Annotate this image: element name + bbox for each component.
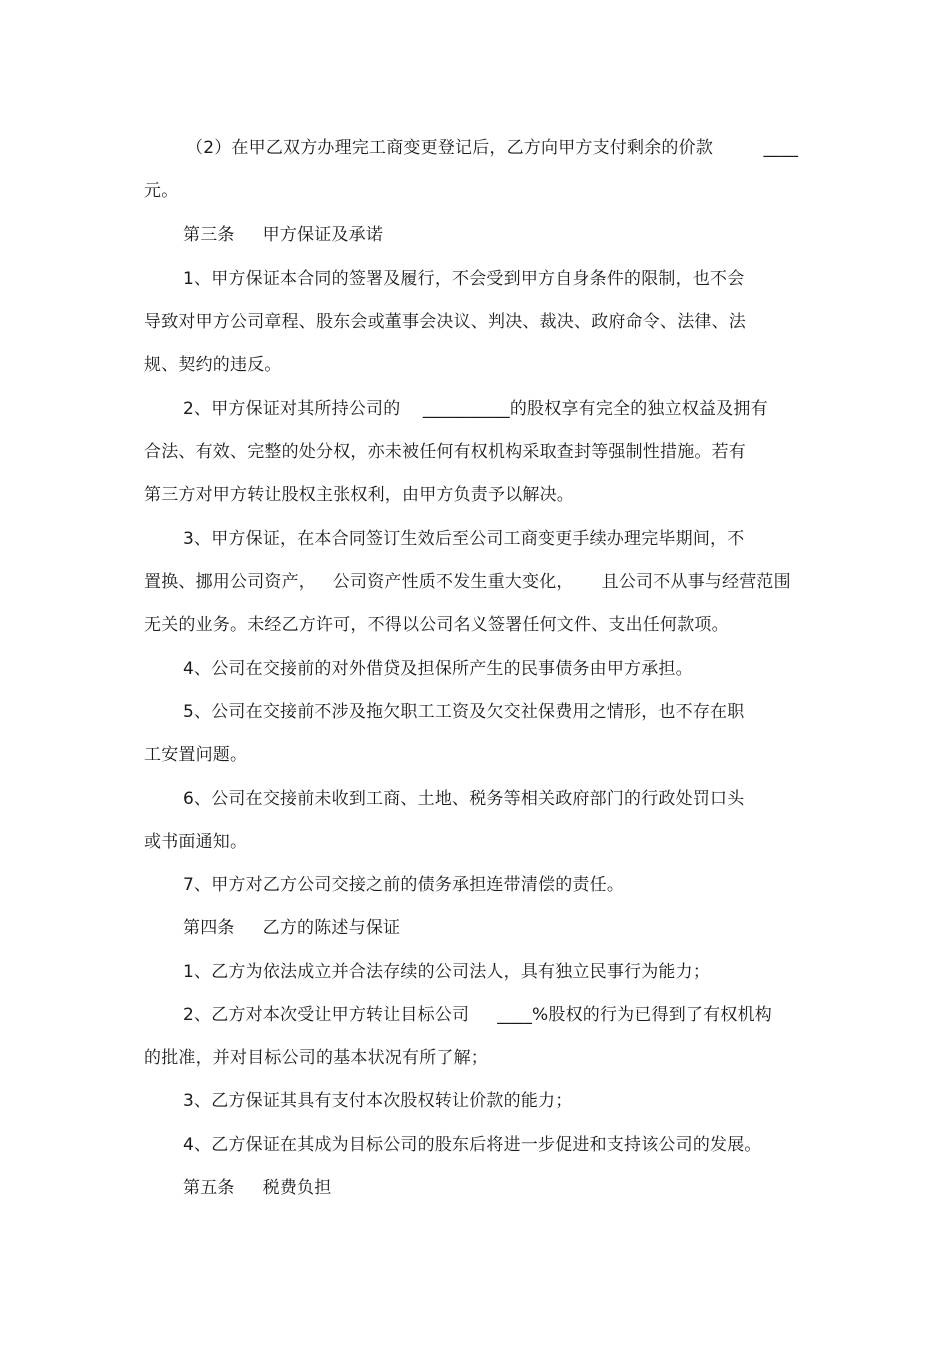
section-heading: 第五条 税费负担 xyxy=(183,1178,332,1198)
text-line: 第三方对甲方转让股权主张权利，由甲方负责予以解决。 xyxy=(144,485,574,505)
text-line: 工安置问题。 xyxy=(144,745,248,765)
text-line: 的批准，并对目标公司的基本状况有所了解； xyxy=(144,1048,488,1068)
text-line: 或书面通知。 xyxy=(144,832,248,852)
text-line: 1、甲方保证本合同的签署及履行，不会受到甲方自身条件的限制，也不会 xyxy=(183,269,745,289)
text-line: 6、公司在交接前未收到工商、土地、税务等相关政府部门的行政处罚口头 xyxy=(183,789,745,809)
text-line: 规、契约的违反。 xyxy=(144,355,282,375)
text-line: 无关的业务。未经乙方许可，不得以公司名义签署任何文件、支出任何款项。 xyxy=(144,615,729,635)
text-line: 4、乙方保证在其成为目标公司的股东后将进一步促进和支持该公司的发展。 xyxy=(183,1135,762,1155)
text-line: 置换、挪用公司资产， 公司资产性质不发生重大变化， 且公司不从事与经营范围 xyxy=(144,572,791,592)
text-line: 4、公司在交接前的对外借贷及担保所产生的民事债务由甲方承担。 xyxy=(183,659,693,679)
section-heading: 第四条 乙方的陈述与保证 xyxy=(183,918,401,938)
text-line: 3、甲方保证，在本合同签订生效后至公司工商变更手续办理完毕期间，不 xyxy=(183,529,745,549)
text-line: 合法、有效、完整的处分权，亦未被任何有权机构采取查封等强制性措施。若有 xyxy=(144,442,746,462)
text-line: 3、乙方保证其具有支付本次股权转让价款的能力； xyxy=(183,1091,573,1111)
text-line: 2、甲方保证对其所持公司的 __________的股权享有完全的独立权益及拥有 xyxy=(183,399,768,419)
text-line: 元。 xyxy=(144,181,179,201)
text-line: 2、乙方对本次受让甲方转让目标公司 ____%股权的行为已得到了有权机构 xyxy=(183,1005,772,1025)
text-line: 导致对甲方公司章程、股东会或董事会决议、判决、裁决、政府命令、法律、法 xyxy=(144,312,746,332)
text-line: 5、公司在交接前不涉及拖欠职工工资及欠交社保费用之情形，也不存在职 xyxy=(183,702,745,722)
text-line: （2）在甲乙双方办理完工商变更登记后，乙方向甲方支付剩余的价款 ____ xyxy=(186,138,799,158)
section-heading: 第三条 甲方保证及承诺 xyxy=(183,225,384,245)
text-line: 1、乙方为依法成立并合法存续的公司法人，具有独立民事行为能力； xyxy=(183,962,711,982)
text-line: 7、甲方对乙方公司交接之前的债务承担连带清偿的责任。 xyxy=(183,875,625,895)
